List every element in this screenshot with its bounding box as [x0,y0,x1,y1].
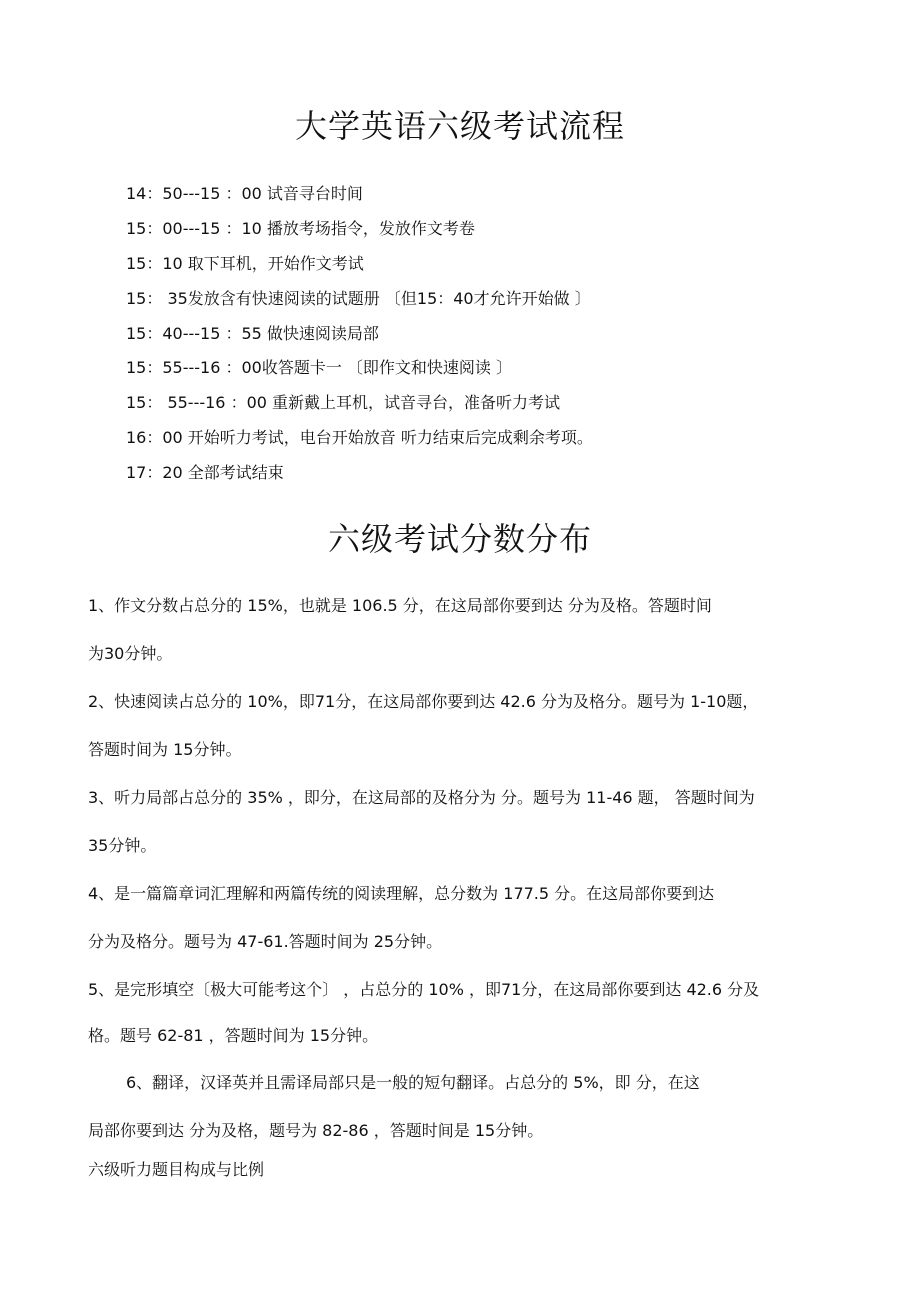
schedule-item: 15：40---15 ：55 做快速阅读局部 [126,323,379,343]
score-paragraph-line: 4、是一篇篇章词汇理解和两篇传统的阅读理解，总分数为 177.5 分。在这局部你要到达 [88,884,715,903]
schedule-item: 15： 55---16 ：00 重新戴上耳机，试音寻台，准备听力考试 [126,393,561,413]
schedule-item: 15：55---16 ：00收答题卡一 〔即作文和快速阅读 〕 [126,358,513,378]
score-paragraph-line: 5、是完形填空〔极大可能考这个〕 ，占总分的 10% ，即71分，在这局部你要到达 42.6 分及 [88,980,760,999]
schedule-item: 16：00 开始听力考试，电台开始放音 听力结束后完成剩余考项。 [126,428,593,448]
score-paragraph-line: 答题时间为 15分钟。 [88,740,242,759]
score-paragraph-line: 局部你要到达 分为及格，题号为 82-86 ，答题时间是 15分钟。 [88,1121,544,1140]
score-paragraph-line: 35分钟。 [88,836,157,855]
listening-section-heading: 六级听力题目构成与比例 [88,1160,265,1179]
score-paragraph-line: 1、作文分数占总分的 15%，也就是 106.5 分，在这局部你要到达 分为及格。答题时间 [88,596,712,615]
page-title: 大学英语六级考试流程 [294,107,625,145]
score-paragraph-line: 6、翻译，汉译英并且需译局部只是一般的短句翻译。占总分的 5%，即 分，在这 [126,1073,700,1092]
schedule-item: 15：10 取下耳机，开始作文考试 [126,253,364,273]
score-paragraph-line: 3、听力局部占总分的 35% ，即分，在这局部的及格分为 分。题号为 11-46 题， 答题时间为 [88,788,755,807]
exam-schedule-list [126,181,593,495]
section-title-scores: 六级考试分数分布 [327,520,592,558]
schedule-item: 15：00---15 ：10 播放考场指令，发放作文考卷 [126,218,475,238]
schedule-item: 15： 35发放含有快速阅读的试题册 〔但15：40才允许开始做 〕 [126,288,591,308]
score-paragraph-line: 为30分钟。 [88,644,173,663]
score-paragraph-line: 2、快速阅读占总分的 10%，即71分，在这局部你要到达 42.6 分为及格分。题号为 1-10题， [88,692,759,711]
score-paragraph-line: 分为及格分。题号为 47-61.答题时间为 25分钟。 [88,932,443,951]
schedule-item: 17：20 全部考试结束 [126,463,284,483]
schedule-item: 14：50---15 ：00 试音寻台时间 [126,184,363,203]
score-paragraph-line: 格。题号 62-81 ，答题时间为 15分钟。 [88,1026,379,1045]
